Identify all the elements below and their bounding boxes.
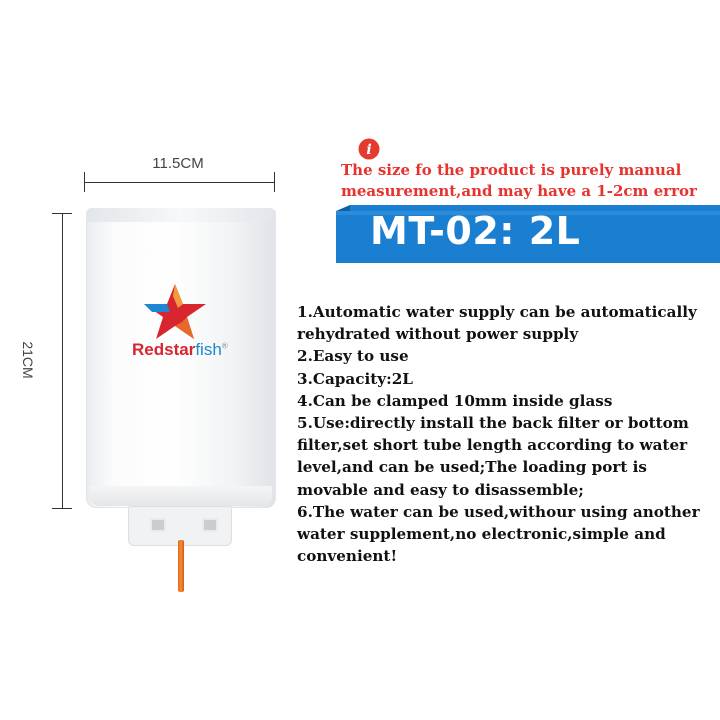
width-dimension-line — [84, 182, 274, 183]
width-dimension-label: 11.5CM — [152, 155, 204, 172]
width-dimension-tick-left — [84, 172, 85, 192]
info-icon — [358, 138, 380, 160]
brand-logo-text — [132, 340, 228, 360]
feature-line: 4.Can be clamped 10mm inside glass — [297, 391, 613, 410]
product-base-rim — [90, 486, 272, 506]
product-water-tube — [178, 540, 184, 592]
brand-registered-mark: ® — [221, 341, 228, 351]
feature-line: 3.Capacity:2L — [297, 369, 413, 388]
feature-line: 6.The water can be used,withour using another — [297, 502, 700, 521]
model-title: MT-02: 2L — [370, 209, 581, 253]
size-notice — [341, 160, 720, 202]
feature-line: convenient! — [297, 547, 398, 566]
size-notice-line-1: The size fo the product is purely manual — [341, 161, 682, 179]
feature-line: movable and easy to disassemble; — [297, 480, 584, 499]
redstarfish-star-icon — [140, 282, 210, 342]
feature-list — [297, 301, 720, 567]
feature-line: 5.Use:directly install the back filter or bottom — [297, 414, 689, 433]
size-notice-line-2: measurement,and may have a 1-2cm error — [341, 182, 697, 200]
product-cylinder-top — [86, 208, 276, 222]
height-dimension-tick-top — [52, 213, 72, 214]
feature-line: 2.Easy to use — [297, 347, 409, 366]
height-dimension-label: 21CM — [20, 341, 36, 379]
bracket-screw-right — [202, 518, 218, 532]
height-dimension-line — [62, 213, 63, 508]
brand-logo-secondary: fish — [195, 340, 222, 359]
feature-line: water supplement,no electronic,simple and — [297, 525, 666, 544]
feature-line: filter,set short tube length according to water — [297, 436, 688, 455]
feature-line: 1.Automatic water supply can be automatically — [297, 303, 697, 321]
feature-line: level,and can be used;The loading port is — [297, 458, 647, 477]
bracket-screw-left — [150, 518, 166, 532]
brand-logo-primary: Redstar — [132, 340, 196, 359]
height-dimension-tick-bottom — [52, 508, 72, 509]
feature-line: rehydrated without power supply — [297, 325, 579, 344]
svg-text:i: i — [366, 142, 372, 158]
width-dimension-tick-right — [274, 172, 275, 192]
